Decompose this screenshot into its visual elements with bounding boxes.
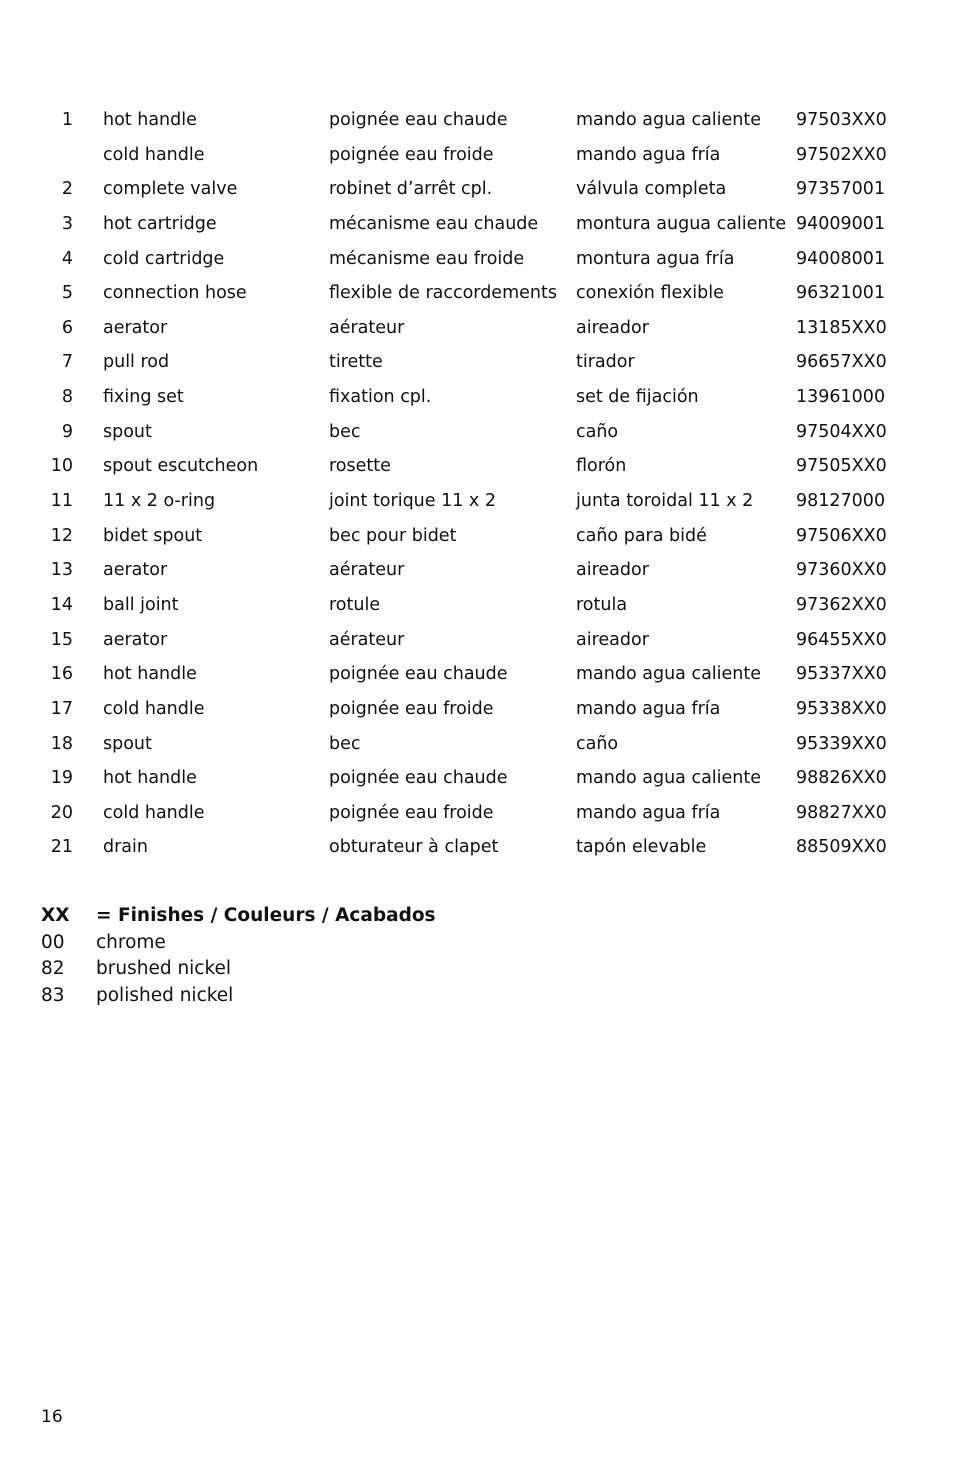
part-name-french: fixation cpl.: [329, 387, 432, 408]
part-name-french: rosette: [329, 456, 391, 477]
part-name-spanish: mando agua fría: [576, 144, 721, 165]
finish-name: chrome: [96, 931, 166, 953]
part-number: 18: [50, 733, 73, 754]
finish-item: [41, 930, 641, 957]
part-code: 96321001: [796, 283, 886, 304]
part-number: 1: [61, 110, 73, 130]
part-name-spanish: rotula: [576, 594, 628, 615]
part-code: 97362XX0: [796, 594, 887, 615]
part-name-french: poignée eau chaude: [329, 110, 508, 130]
part-code: 95339XX0: [796, 733, 887, 754]
part-number: 20: [50, 802, 73, 823]
finishes-header-label: = Finishes / Couleurs / Acabados: [96, 905, 436, 926]
finish-code: 83: [41, 984, 65, 1006]
part-row: [0, 657, 954, 692]
finishes-legend: [41, 903, 641, 1009]
part-row: [0, 761, 954, 796]
part-code: 98826XX0: [796, 768, 887, 789]
part-row: [0, 415, 954, 450]
part-name-english: hot handle: [103, 664, 197, 685]
part-name-english: bidet spout: [103, 525, 203, 546]
part-name-french: poignée eau chaude: [329, 664, 508, 685]
part-code: 88509XX0: [796, 837, 887, 858]
part-name-english: aerator: [103, 629, 168, 650]
part-code: 97504XX0: [796, 421, 887, 442]
part-name-french: obturateur à clapet: [329, 837, 499, 858]
part-number: 8: [61, 387, 73, 408]
part-number: 5: [61, 283, 73, 304]
part-row: [0, 311, 954, 346]
finish-code: 82: [41, 958, 65, 979]
part-row: [0, 519, 954, 554]
part-name-spanish: aireador: [576, 629, 649, 650]
part-name-english: hot handle: [103, 768, 197, 789]
part-number: 9: [61, 421, 73, 442]
part-name-spanish: válvula completa: [576, 179, 727, 200]
part-name-french: joint torique 11 x 2: [329, 491, 496, 512]
part-name-french: poignée eau froide: [329, 144, 494, 165]
part-row: [0, 380, 954, 415]
part-code: 97505XX0: [796, 456, 887, 477]
part-code: 95337XX0: [796, 664, 887, 685]
part-name-spanish: aireador: [576, 560, 649, 581]
part-name-english: aerator: [103, 560, 168, 581]
part-name-english: drain: [103, 837, 148, 858]
part-row: [0, 692, 954, 727]
part-name-french: tirette: [329, 352, 383, 373]
part-row: [0, 623, 954, 658]
part-name-english: spout: [103, 421, 152, 442]
part-row: [0, 138, 954, 173]
part-name-english: connection hose: [103, 283, 247, 304]
part-name-spanish: caño: [576, 421, 619, 442]
part-number: 12: [50, 525, 73, 546]
part-name-spanish: conexión flexible: [576, 283, 724, 304]
part-name-english: cold cartridge: [103, 248, 225, 269]
part-number: 2: [61, 179, 73, 200]
part-code: 13185XX0: [796, 317, 887, 338]
part-name-spanish: tapón elevable: [576, 837, 707, 858]
part-code: 98127000: [796, 491, 886, 512]
part-name-english: cold handle: [103, 144, 205, 165]
part-name-spanish: tirador: [576, 352, 635, 373]
part-name-french: aérateur: [329, 629, 405, 650]
part-name-spanish: mando agua caliente: [576, 110, 762, 130]
part-name-english: hot cartridge: [103, 213, 217, 234]
part-number: 14: [50, 594, 73, 615]
part-code: 96657XX0: [796, 352, 887, 373]
part-row: [0, 449, 954, 484]
part-name-french: aérateur: [329, 317, 405, 338]
part-name-french: bec: [329, 421, 361, 442]
part-row: [0, 276, 954, 311]
part-name-french: bec pour bidet: [329, 525, 457, 546]
part-row: [0, 207, 954, 242]
part-number: 11: [50, 491, 73, 512]
part-name-spanish: mando agua caliente: [576, 664, 762, 685]
part-row: [0, 553, 954, 588]
part-number: 16: [50, 664, 73, 685]
finishes-header-code: XX: [41, 905, 70, 926]
part-name-spanish: mando agua fría: [576, 802, 721, 823]
part-row: [0, 345, 954, 380]
part-number: 17: [50, 698, 73, 719]
part-name-french: rotule: [329, 594, 381, 615]
finish-name: brushed nickel: [96, 958, 232, 979]
part-number: 15: [50, 629, 73, 650]
parts-list: [0, 103, 954, 865]
part-name-spanish: mando agua caliente: [576, 768, 762, 789]
part-number: 3: [61, 213, 73, 234]
part-code: 94008001: [796, 248, 886, 269]
part-code: 94009001: [796, 213, 886, 234]
part-code: 97502XX0: [796, 144, 887, 165]
part-number: 13: [50, 560, 73, 581]
part-row: [0, 242, 954, 277]
part-row: [0, 796, 954, 831]
part-name-english: cold handle: [103, 698, 205, 719]
part-number: 21: [50, 837, 73, 858]
part-row: [0, 830, 954, 865]
part-name-english: cold handle: [103, 802, 205, 823]
part-name-english: pull rod: [103, 352, 170, 373]
part-code: 97506XX0: [796, 525, 887, 546]
finishes-header: [41, 903, 641, 930]
part-name-french: poignée eau chaude: [329, 768, 508, 789]
part-code: 97503XX0: [796, 110, 887, 130]
part-name-french: aérateur: [329, 560, 405, 581]
part-code: 13961000: [796, 387, 886, 408]
part-name-french: poignée eau froide: [329, 802, 494, 823]
part-row: [0, 588, 954, 623]
part-row: [0, 172, 954, 207]
part-row: [0, 103, 954, 138]
part-name-french: mécanisme eau chaude: [329, 213, 539, 234]
finish-item: [41, 956, 641, 983]
part-row: [0, 727, 954, 762]
part-number: 4: [61, 248, 73, 269]
part-name-spanish: junta toroidal 11 x 2: [576, 491, 754, 512]
part-name-spanish: aireador: [576, 317, 649, 338]
part-name-spanish: montura agua fría: [576, 248, 735, 269]
part-name-english: aerator: [103, 317, 168, 338]
part-name-english: hot handle: [103, 110, 197, 130]
part-name-french: mécanisme eau froide: [329, 248, 525, 269]
part-name-french: bec: [329, 733, 361, 754]
finish-item: [41, 983, 641, 1010]
part-name-french: robinet d’arrêt cpl.: [329, 179, 493, 200]
part-code: 97360XX0: [796, 560, 887, 581]
part-name-french: poignée eau froide: [329, 698, 494, 719]
part-code: 97357001: [796, 179, 886, 200]
part-name-spanish: mando agua fría: [576, 698, 721, 719]
part-name-spanish: montura augua caliente: [576, 213, 787, 234]
page-number: 16: [41, 1407, 63, 1427]
part-name-spanish: caño para bidé: [576, 525, 707, 546]
part-name-spanish: set de fijación: [576, 387, 699, 408]
part-row: [0, 484, 954, 519]
part-name-english: ball joint: [103, 594, 179, 615]
part-name-french: flexible de raccordements: [329, 283, 557, 304]
part-name-english: fixing set: [103, 387, 184, 408]
part-code: 95338XX0: [796, 698, 887, 719]
part-name-english: spout: [103, 733, 152, 754]
part-number: 6: [61, 317, 73, 338]
part-name-spanish: florón: [576, 456, 627, 477]
part-name-spanish: caño: [576, 733, 619, 754]
finish-code: 00: [41, 931, 65, 953]
part-name-english: spout escutcheon: [103, 456, 259, 477]
part-name-english: complete valve: [103, 179, 238, 200]
part-code: 98827XX0: [796, 802, 887, 823]
part-number: 7: [61, 352, 73, 373]
part-name-english: 11 x 2 o-ring: [103, 491, 216, 512]
part-code: 96455XX0: [796, 629, 887, 650]
part-number: 10: [50, 456, 73, 477]
finish-name: polished nickel: [96, 984, 234, 1006]
part-number: 19: [50, 768, 73, 789]
